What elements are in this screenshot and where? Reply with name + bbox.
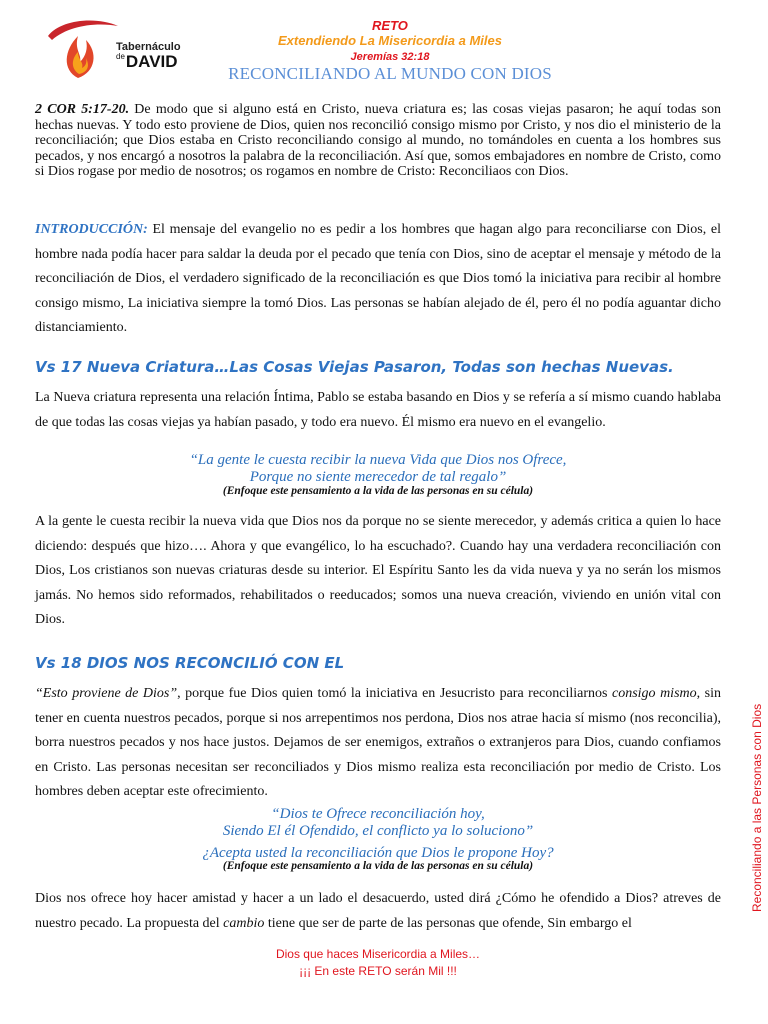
section-18-quote-line-2: Siendo El él Ofendido, el conflicto ya lo soluciono”	[222, 823, 534, 839]
section-18-emphasis-1: “Esto proviene de Dios”	[35, 686, 178, 701]
section-18-heading: Vs 18 DIOS NOS RECONCILIÓ CON EL	[35, 654, 345, 672]
passage-paragraph	[35, 102, 721, 180]
section-17-heading: Vs 17 Nueva Criatura…Las Cosas Viejas Pasaron, Todas son hechas Nuevas.	[35, 358, 674, 376]
section-18-paragraph-2: Dios nos ofrece hoy hacer amistad y hacer a un lado el desacuerdo, usted dirá ¿Cómo he ofendido a Dios? atreves de nuestro pecado. La propuesta del cambio tiene que ser de parte de las personas que ofende, Sin embargo el	[35, 891, 721, 931]
section-18-paragraph-1: “Esto proviene de Dios”, porque fue Dios quien tomó la iniciativa en Jesucristo para reconciliarnos consigo mismo, sin tener en cuenta nuestros pecados, porque si nos arrepentimos nos perdona, Dios nos atrae hacia sí mismo (nos reconcilia), borra nuestros pecados y nos hace justos. Dejamos de ser enemigos, extraños o extranjeros para Dios, cuando confiamos en Cristo. Las personas necesitan ser reconciliados y Dios mismo realiza esta reconciliación por medio de Cristo. Los hombres deben aceptar este ofrecimiento.	[35, 686, 721, 799]
section-17-paragraph-1: La Nueva criatura representa una relación Íntima, Pablo se estaba basando en Dios y se refería a sí mismo cuando hablaba de que todas las cosas viejas ya habían pasado, y todo era nuevo. Él mismo era nuevo en el evangelio.	[35, 390, 721, 430]
side-vertical-text	[728, 688, 764, 912]
logo-text-tabernaculo: Tabernáculo	[116, 41, 181, 53]
section-18-emphasis-2: consigo mismo	[612, 686, 697, 701]
header-reto: RETO	[372, 18, 408, 33]
section-18-note: (Enfoque este pensamiento a la vida de las personas en su célula)	[222, 860, 534, 872]
page-title: RECONCILIANDO AL MUNDO CON DIOS	[228, 64, 552, 83]
passage-text: De modo que si alguno está en Cristo, nueva criatura es; las cosas viejas pasaron; he aquí todas son hechas nuevas. Y todo esto proviene de Dios, quien nos reconcilió consigo mismo por Cristo, y nos dio el ministerio de la reconciliación; que Dios estaba en Cristo reconciliando consigo al mundo, no tomándoles en cuenta a los hombres sus pecados, y nos encargó a nosotros la palabra de la reconciliación. Así que, somos embajadores en nombre de Cristo, como si Dios rogase por medio de nosotros; os rogamos en nombre de Cristo: Reconciliaos con Dios.	[35, 102, 721, 179]
header-reference: Jeremías 32:18	[350, 51, 430, 63]
passage-ref: 2 COR 5:17-20.	[35, 102, 130, 117]
intro-paragraph	[35, 218, 721, 341]
flame-logo-icon	[40, 14, 120, 84]
footer-line-2: ¡¡¡ En este RETO serán Mil !!!	[299, 964, 457, 978]
section-17-note: (Enfoque este pensamiento a la vida de las personas en su célula)	[222, 485, 534, 497]
section-17-paragraph-2: A la gente le cuesta recibir la nueva vida que Dios nos da porque no se siente merecedor, y además critica a quien lo hace diciendo: después que hizo…. Ahora y que evangélico, lo ha escuchado?. Cuando hay una verdadera reconciliación con Dios, Los cristianos son nuevas criaturas desde su interior. El Espíritu Santo les da vida nueva y ya no serán los mismos jamás. No hemos sido reformados, rehabilitados o reeducados; somos una nueva creación, viviendo en unión vital con Dios.	[35, 514, 721, 627]
intro-text: El mensaje del evangelio no es pedir a los hombres que hagan algo para reconciliarse con Dios, el hombre nada podía hacer para saldar la deuda por el pecado que tenía con Dios, sino de aceptar el mensaje y método de la reconciliación de Dios, el verdadero significado de la reconciliación es que Dios tomó la iniciativa para recibir al hombre consigo mismo, La iniciativa siempre la tomó Dios. Las personas se habían alejado de él, pero él no podía aguantar dicho distanciamiento.	[35, 222, 721, 335]
section-18-quote-line-3: ¿Acepta usted la reconciliación que Dios le propone Hoy?	[202, 845, 554, 861]
section-18-emphasis-cambio: cambio	[223, 915, 265, 931]
section-17-quote-line-2: Porque no siente merecedor de tal regalo”	[249, 469, 507, 485]
section-18-quote-line-1: “Dios te Ofrece reconciliación hoy,	[271, 806, 485, 822]
header-subtitle: Extendiendo La Misericordia a Miles	[278, 33, 502, 48]
side-vertical-label: Reconciliando a las Personas con Dios	[750, 703, 764, 912]
section-17-quote-line-1: “La gente le cuesta recibir la nueva Vida que Dios nos Ofrece,	[189, 452, 567, 468]
intro-label: INTRODUCCIÓN:	[35, 222, 148, 237]
logo-text-david: $^{de}$DAVID	[116, 52, 178, 71]
footer-line-1: Dios que haces Misericordia a Miles…	[275, 947, 481, 961]
